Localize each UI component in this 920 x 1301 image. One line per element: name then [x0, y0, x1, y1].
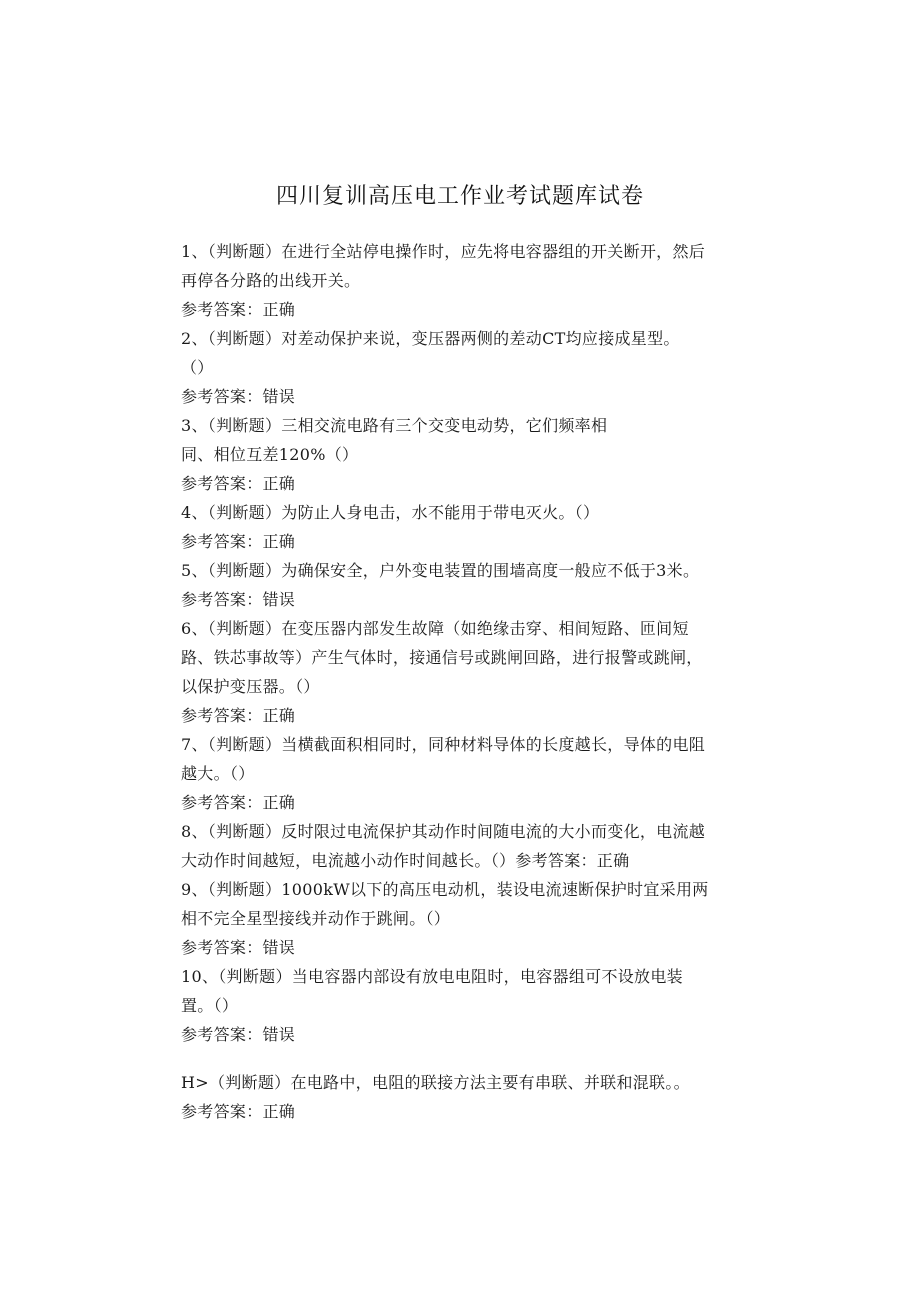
question-9-answer: 参考答案：错误: [181, 938, 296, 957]
question-5-text: 5、（判断题）为确保安全，户外变电装置的围墙高度一般应不低于3米。: [181, 561, 700, 580]
question-6-answer: 参考答案：正确: [181, 706, 296, 725]
question-1-text: 1、（判断题）在进行全站停电操作时，应先将电容器组的开关断开，然后: [181, 242, 706, 261]
question-11-answer: 参考答案：正确: [181, 1102, 296, 1121]
question-1-answer: 参考答案：正确: [181, 300, 296, 319]
question-3-text: 3、（判断题）三相交流电路有三个交变电动势，它们频率相: [181, 416, 608, 435]
question-11-text: H>（判断题）在电路中，电阻的联接方法主要有串联、并联和混联。。: [181, 1073, 690, 1092]
question-1-text-cont: 再停各分路的出线开关。: [181, 271, 361, 290]
question-8-text: 8、（判断题）反时限过电流保护其动作时间随电流的大小而变化，电流越: [181, 822, 706, 841]
question-2-text: 2、（判断题）对差动保护来说，变压器两侧的差动CT均应接成星型。: [181, 329, 680, 348]
question-6-text-cont: 路、铁芯事故等）产生气体时，接通信号或跳闸回路，进行报警或跳闸，: [181, 648, 703, 667]
section-gap: [181, 1049, 741, 1068]
question-6-text: 6、（判断题）在变压器内部发生故障（如绝缘击穿、相间短路、匝间短: [181, 619, 689, 638]
question-7-text-cont: 越大。（）: [181, 764, 255, 783]
question-10-text-cont: 置。（）: [181, 996, 239, 1015]
question-2-text-cont: （）: [181, 358, 214, 377]
question-5-answer: 参考答案：错误: [181, 590, 296, 609]
question-6-text-cont-2: 以保护变压器。（）: [181, 677, 320, 696]
question-9-text: 9、（判断题）1000kW以下的高压电动机，装设电流速断保护时宜采用两: [181, 880, 709, 899]
question-list: [181, 237, 741, 1126]
question-3-answer: 参考答案：正确: [181, 474, 296, 493]
question-9-text-cont: 相不完全星型接线并动作于跳闸。（）: [181, 909, 451, 928]
question-10-answer: 参考答案：错误: [181, 1025, 296, 1044]
question-10-text: 10、（判断题）当电容器内部设有放电电阻时，电容器组可不设放电装: [181, 967, 683, 986]
question-8-text-cont: 大动作时间越短，电流越小动作时间越长。（）参考答案：正确: [181, 851, 630, 870]
question-2-answer: 参考答案：错误: [181, 387, 296, 406]
question-7-text: 7、（判断题）当横截面积相同时，同种材料导体的长度越长，导体的电阻: [181, 735, 706, 754]
question-4-text: 4、（判断题）为防止人身电击，水不能用于带电灭火。（）: [181, 503, 600, 522]
question-7-answer: 参考答案：正确: [181, 793, 296, 812]
question-3-text-cont: 同、相位互差120%（）: [181, 445, 359, 464]
page-title: 四川复训高压电工作业考试题库试卷: [275, 184, 644, 209]
question-4-answer: 参考答案：正确: [181, 532, 296, 551]
